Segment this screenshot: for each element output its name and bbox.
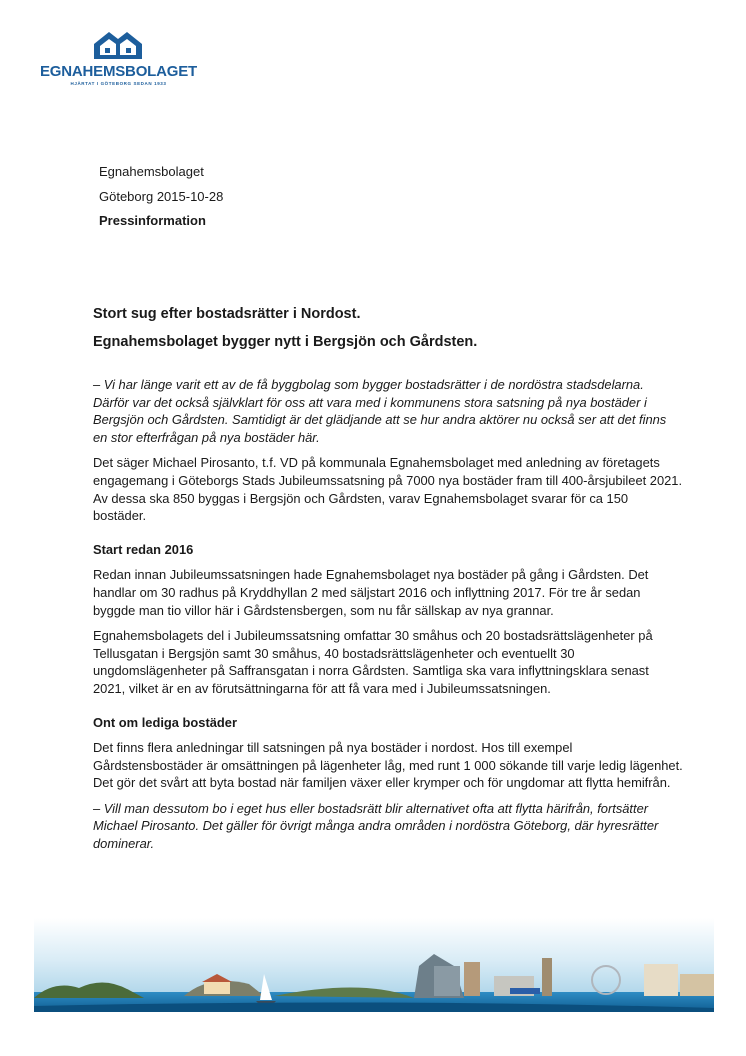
quote-paragraph-6: – Vill man dessutom bo i eget hus eller bostadsrätt blir alternativet ofta att flytta härifrån, fortsätter Michael Pirosanto. Det gäller för övrigt många andra områden i nordöstra Göteborg, där hyresrätter dominerar. [93,800,659,852]
logo-tagline: HJÄRTAT I GÖTEBORG SEDAN 1933 [70,81,167,86]
city-banner-image [34,918,714,1012]
document-type: Pressinformation [99,213,206,228]
headline-line-2: Egnahemsbolaget bygger nytt i Bergsjön och Gårdsten. [93,334,478,350]
quote-paragraph-1: – Vi har länge varit ett av de få byggbolag som bygger bostadsrätter i de nordöstra stadsdelarna. Därför var det också självklart för oss att vara med i kommunens stora satsning på nya bostäder i Bergsjön och Gårdsten. Samtidigt är det glädjande att se hur andra aktörer nu också ser att det finns en stor efterfrågan på nya bostäder här. [93,377,667,445]
section-heading-shortage: Ont om lediga bostäder [93,714,237,730]
headline [93,300,693,356]
document-meta [99,160,223,234]
paragraph-3: Redan innan Jubileumssatsningen hade Egnahemsbolaget nya bostäder på gång i Gårdsten. Det handlar om 30 radhus på Kryddhyllan 2 med säljstart 2016 och inflyttning 2017. För tre år sedan byggde man tio villor här i Gårdstensbergen, som nu får sällskap av nya grannar. [93,567,649,618]
paragraph-5: Det finns flera anledningar till satsningen på nya bostäder i nordost. Hos till exempel Gårdstensbostäder är omsättningen på lägenheter låg, med runt 1 000 sökande till varje ledig lägenhet. Det gör det svårt att byta bostad när familjen växer eller krymper och för ungdomar att flytta hemifrån. [93,740,683,791]
logo-name: EGNAHEMSBOLAGET [39,63,197,80]
company-name: Egnahemsbolaget [99,164,204,179]
place-date: Göteborg 2015-10-28 [99,188,224,204]
company-logo [36,30,201,90]
article-body [93,376,683,861]
paragraph-4: Egnahemsbolagets del i Jubileumssatsning omfattar 30 småhus och 20 bostadsrättslägenheter på Tellusgatan i Bergsjön samt 30 småhus, 40 bostadsrättslägenheter och eventuellt 30 ungdomslägenheter på Saffransgatan i norra Gårdsten. Samtliga ska vara inflyttningsklara senast 2021, vilket är en av förutsättningarna för att få vara med i Jubileumssatsningen. [93,628,653,696]
houses-logo-icon [90,30,146,60]
section-heading-start: Start redan 2016 [93,541,194,557]
headline-line-1: Stort sug efter bostadsrätter i Nordost. [93,306,361,322]
paragraph-2: Det säger Michael Pirosanto, t.f. VD på kommunala Egnahemsbolaget med anledning av företagets engagemang i Göteborgs Stads Jubileumssatsning på 7000 nya bostäder fram till 400-årsjubileet 2021. Av dessa ska 850 byggas i Bergsjön och Gårdsten, varav Egnahemsbolaget svarar för ca 150 bostäder. [93,455,683,524]
